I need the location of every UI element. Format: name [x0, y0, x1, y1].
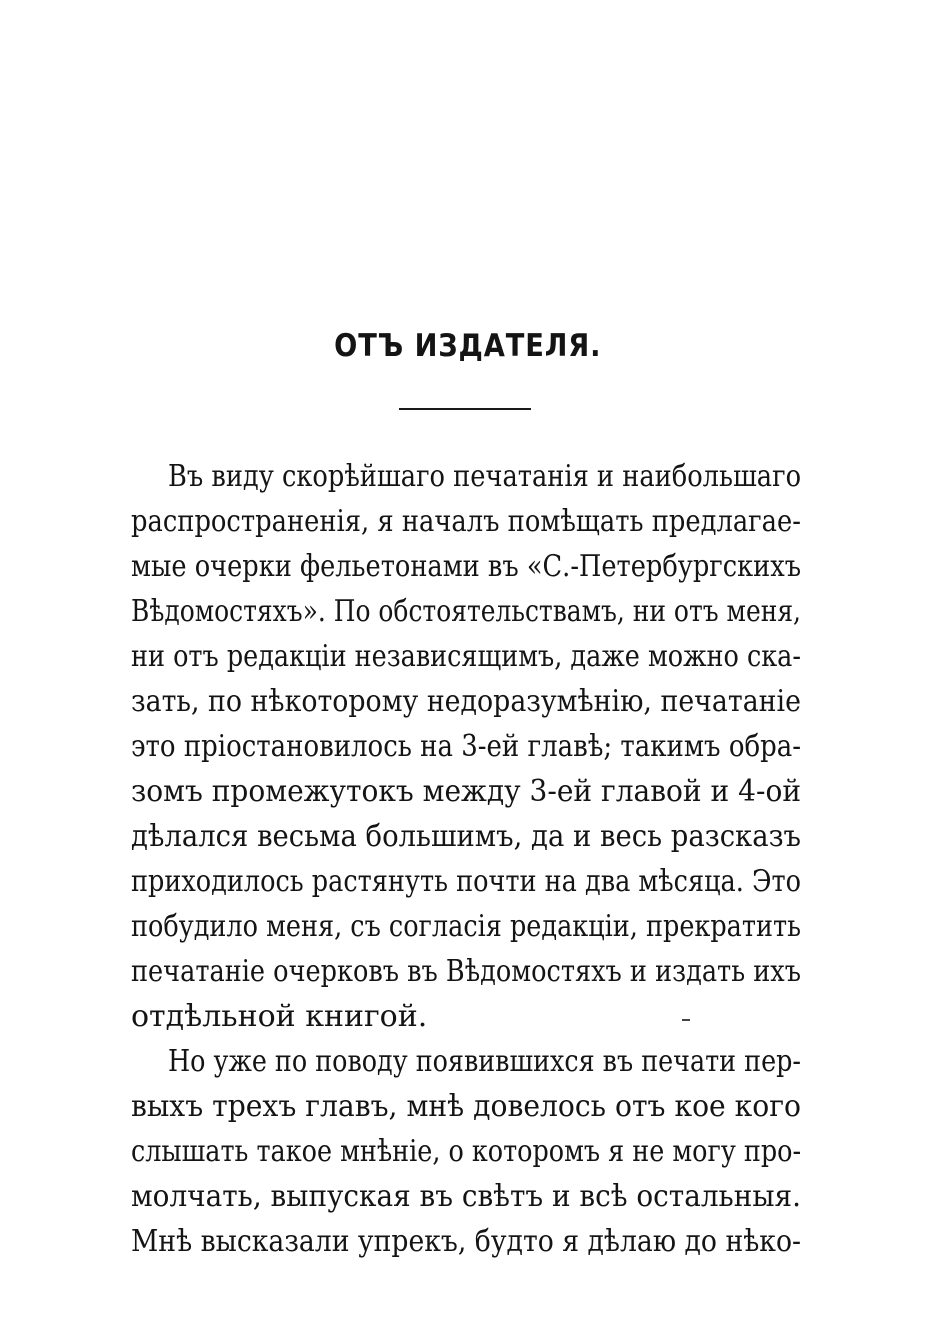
text-line: распространенія, я началъ помѣщать предлагае- [131, 504, 801, 539]
text-line: отдѣльной книгой. [131, 999, 428, 1034]
text-line: дѣлался весьма большимъ, да и весь разсказъ [131, 819, 802, 854]
text-line: Но уже по поводу появившихся въ печати пер- [168, 1044, 801, 1079]
page-title: ОТЪ ИЗДАТЕЛЯ. [334, 328, 602, 364]
text-line: печатаніе очерковъ въ Вѣдомостяхъ и издать ихъ [131, 954, 801, 989]
text-line: это пріостановилось на 3-ей главѣ; такимъ обра- [131, 729, 802, 764]
text-line: мые очерки фельетонами въ «С.-Петербургскихъ [131, 549, 802, 584]
text-line: зомъ промежутокъ между 3-ей главой и 4-ой [131, 774, 802, 809]
text-line: Въ виду скорѣйшаго печатанія и наибольшаго [168, 459, 802, 494]
text-line: выхъ трехъ главъ, мнѣ довелось отъ кое кого [131, 1089, 802, 1124]
title-divider [399, 408, 531, 410]
text-line: побудило меня, съ согласія редакціи, прекратить [131, 909, 801, 944]
text-line: молчать, выпуская въ свѣтъ и всѣ остальныя. [131, 1179, 801, 1214]
text-line: приходилось растянуть почти на два мѣсяца. Это [131, 864, 801, 899]
text-line: зать, по нѣкоторому недоразумѣнію, печатаніе [131, 684, 801, 719]
text-line: Мнѣ высказали упрекъ, будто я дѣлаю до нѣко- [131, 1224, 802, 1259]
print-speck [682, 1019, 690, 1021]
text-line: слышать такое мнѣніе, о которомъ я не могу про- [131, 1134, 802, 1169]
text-line: Вѣдомостяхъ». По обстоятельствамъ, ни отъ меня, [131, 594, 801, 629]
text-line: ни отъ редакціи независящимъ, даже можно ска- [131, 639, 801, 674]
